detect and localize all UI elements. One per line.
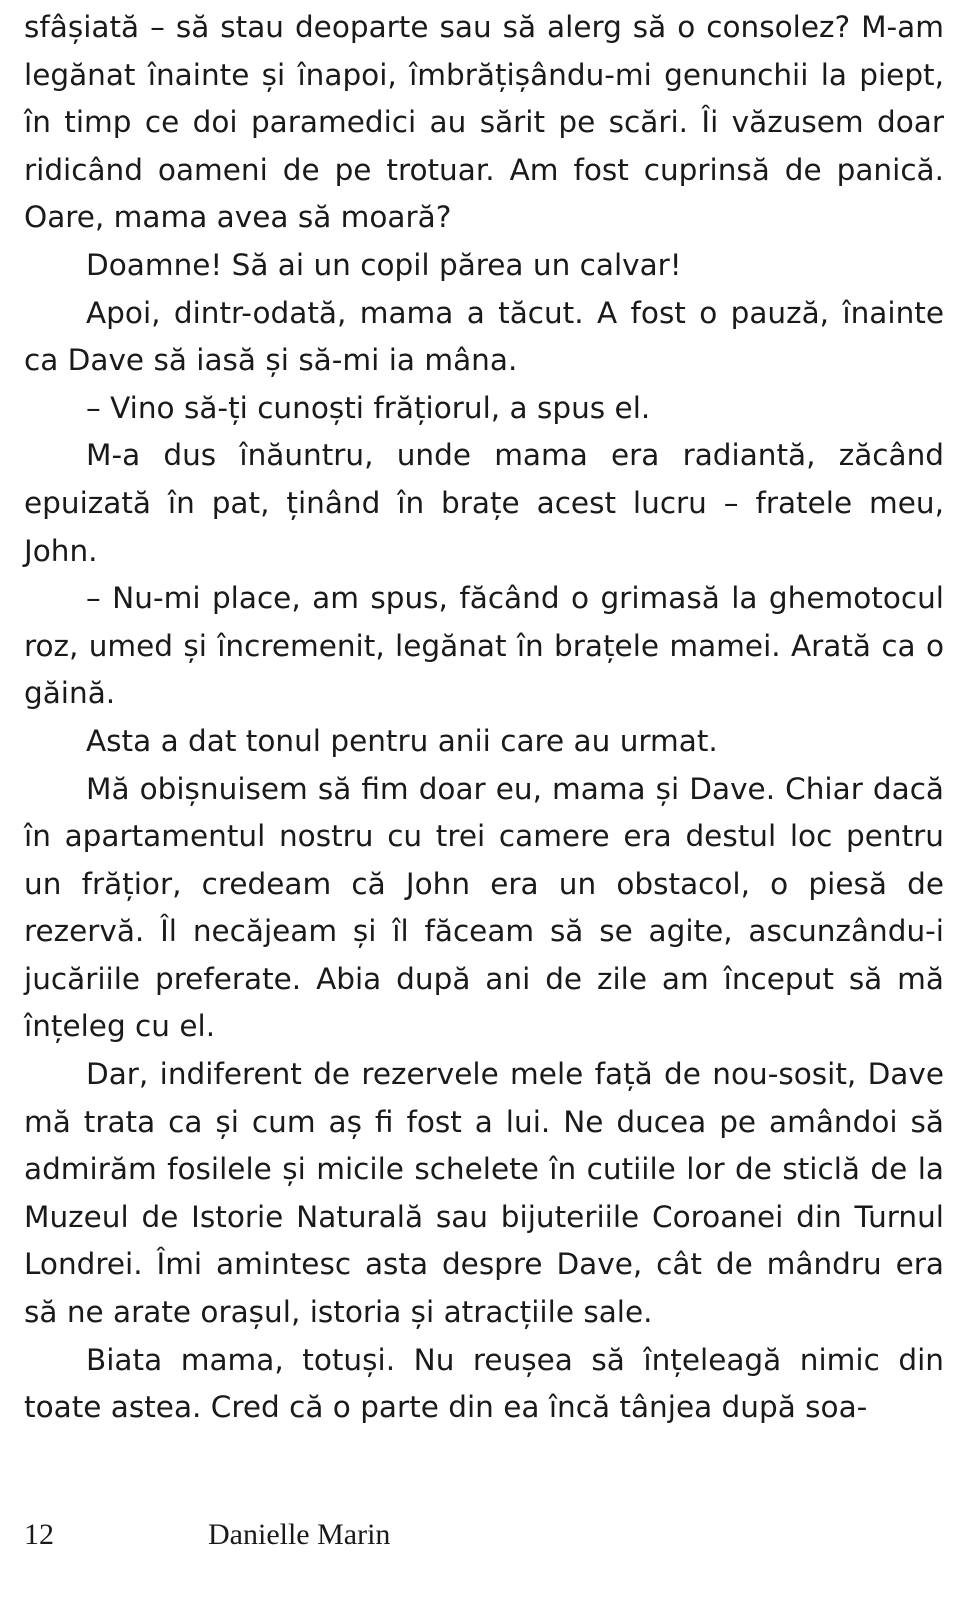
paragraph: Doamne! Să ai un copil părea un calvar! (86, 247, 682, 282)
dialogue-paragraph: – Vino să-ți cunoști frățiorul, a spus el. (86, 390, 651, 425)
page-number: 12 (24, 1518, 54, 1551)
paragraph: Biata mama, totuși. Nu reușea să înțeleagă nimic din toate astea. Cred că o parte din ea încă tânjea după soa- (24, 1342, 944, 1425)
paragraph: M-a dus înăuntru, unde mama era radiantă, zăcând epuizată în pat, ținând în brațe acest lucru – fratele meu, John. (24, 438, 944, 568)
dialogue-paragraph: – Nu-mi place, am spus, făcând o grimasă la ghemotocul roz, umed și încremenit, legănat în brațele mamei. Arată ca o găină. (24, 581, 944, 711)
body-text (24, 4, 944, 1432)
paragraph: Asta a dat tonul pentru anii care au urmat. (86, 723, 718, 758)
paragraph: Mă obișnuisem să fim doar eu, mama și Dave. Chiar dacă în apartamentul nostru cu trei camere era destul loc pentru un frățior, credeam că John era un obstacol, o piesă de rezervă. Îl necăjeam și îl făceam să se agite, ascunzându-i jucăriile preferate. Abia după ani de zile am început să mă înțeleg cu el. (24, 771, 944, 1044)
paragraph: Dar, indiferent de rezervele mele față de nou-sosit, Dave mă trata ca și cum aș fi fost a lui. Ne ducea pe amândoi să admirăm fosilele și micile schelete în cutiile lor de sticlă de la Muzeul de Istorie Naturală sau bijuteriile Coroanei din Turnul Londrei. Îmi amintesc asta despre Dave, cât de mândru era să ne arate orașul, istoria și atracțiile sale. (24, 1057, 944, 1330)
running-footer-author: Danielle Marin (208, 1518, 391, 1551)
paragraph: Apoi, dintr-odată, mama a tăcut. A fost o pauză, înainte ca Dave să iasă și să-mi ia mâna. (24, 295, 944, 378)
page-footer (24, 1518, 944, 1558)
paragraph: sfâșiată – să stau deoparte sau să alerg să o consolez? M-am legănat înainte și înapoi, îmbrățișându-mi genunchii la piept, în timp ce doi paramedici au sărit pe scări. Îi văzusem doar ridicând oameni de pe trotuar. Am fost cuprinsă de panică. Oare, mama avea să moară? (24, 10, 944, 235)
